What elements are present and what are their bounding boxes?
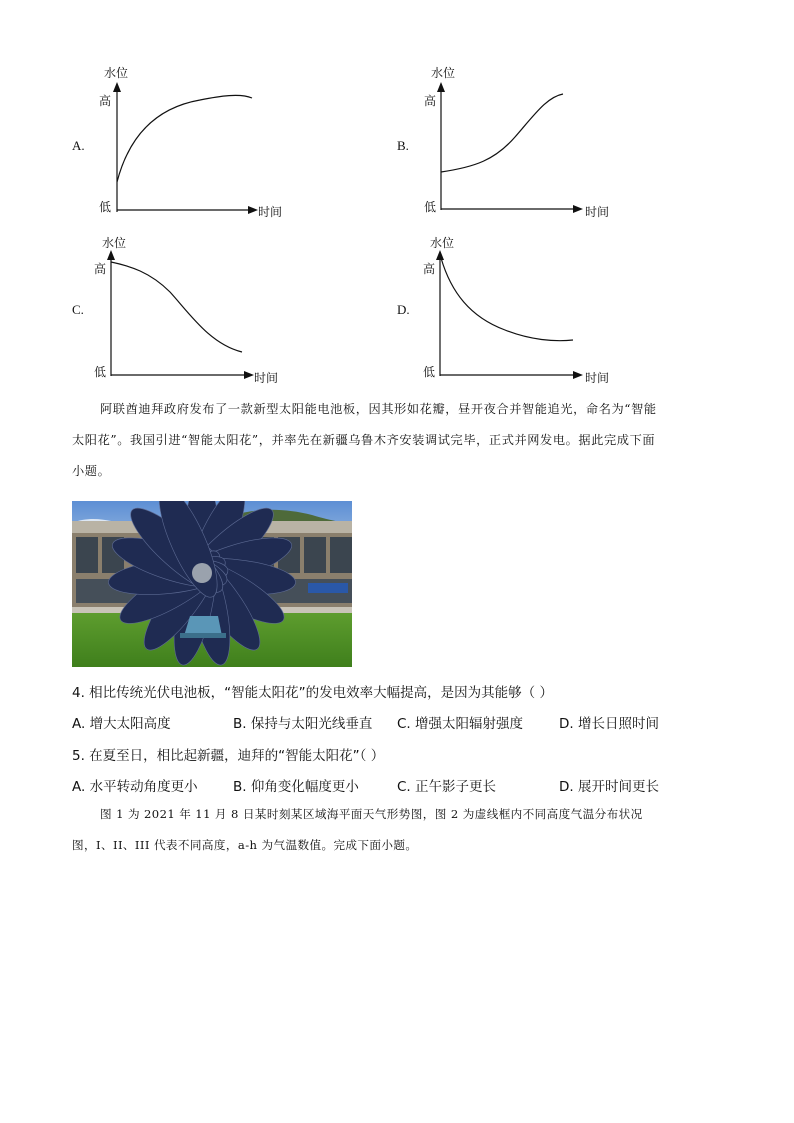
graph-c-plot bbox=[70, 232, 330, 407]
option-label-d: D. bbox=[397, 302, 410, 317]
x-axis-label: 时间 bbox=[585, 371, 610, 385]
option-label-c: C. bbox=[72, 302, 84, 317]
low-label: 低 bbox=[94, 365, 107, 379]
curve-line bbox=[441, 258, 573, 341]
low-label: 低 bbox=[424, 200, 437, 214]
graph-a-plot bbox=[70, 62, 330, 237]
x-axis-arrow bbox=[573, 205, 583, 213]
intro-line-2: 太阳花”。我国引进“智能太阳花”，并率先在新疆乌鲁木齐安装调试完毕，正式并网发电。据此完成下面 bbox=[72, 433, 656, 447]
x-axis-label: 时间 bbox=[585, 205, 610, 219]
curve-line bbox=[117, 95, 252, 182]
y-axis-label: 水位 bbox=[431, 66, 456, 80]
graph-b-plot bbox=[395, 62, 655, 237]
intro-line-3: 小题。 bbox=[72, 464, 111, 478]
option-label-b: B. bbox=[397, 138, 409, 153]
question-5-options bbox=[72, 775, 732, 795]
high-label: 高 bbox=[424, 94, 437, 108]
y-axis-arrow bbox=[107, 250, 115, 260]
x-axis-label: 时间 bbox=[258, 205, 283, 219]
x-axis-arrow bbox=[573, 371, 583, 379]
q5-option-c[interactable]: C. 正午影子更长 bbox=[397, 779, 497, 795]
y-axis-arrow bbox=[436, 250, 444, 260]
y-axis-arrow bbox=[437, 82, 445, 92]
y-axis-arrow bbox=[113, 82, 121, 92]
q4-option-a[interactable]: A. 增大太阳高度 bbox=[72, 716, 171, 732]
q5-option-a[interactable]: A. 水平转动角度更小 bbox=[72, 779, 198, 795]
high-label: 高 bbox=[423, 262, 436, 276]
q5-option-b[interactable]: B. 仰角变化幅度更小 bbox=[233, 779, 359, 795]
q4-option-b[interactable]: B. 保持与太阳光线垂直 bbox=[233, 716, 373, 732]
y-axis-label: 水位 bbox=[104, 66, 129, 80]
question-4-stem: 4. 相比传统光伏电池板，“智能太阳花”的发电效率大幅提高，是因为其能够（ ） bbox=[72, 685, 553, 701]
stand-base bbox=[180, 633, 226, 638]
graph-option-a bbox=[70, 62, 330, 237]
intro-paragraph bbox=[72, 394, 722, 487]
x-axis-arrow bbox=[244, 371, 254, 379]
outro-paragraph bbox=[72, 799, 722, 861]
graph-option-c bbox=[70, 232, 330, 407]
smart-solar-flower-photo bbox=[72, 501, 352, 667]
outro-line-1: 图 1 为 2021 年 11 月 8 日某时刻某区域海平面天气形势图，图 2 为虚线框内不同高度气温分布状况 bbox=[100, 807, 643, 821]
question-4-options bbox=[72, 712, 732, 732]
x-axis-arrow bbox=[248, 206, 258, 214]
high-label: 高 bbox=[99, 94, 112, 108]
curve-line bbox=[441, 94, 563, 172]
option-label-a: A. bbox=[72, 138, 85, 153]
graph-option-b bbox=[395, 62, 655, 237]
intro-line-1: 阿联酋迪拜政府发布了一款新型太阳能电池板，因其形如花瓣，昼开夜合并智能追光，命名为“智能 bbox=[100, 402, 657, 416]
q5-option-d[interactable]: D. 展开时间更长 bbox=[559, 779, 659, 795]
y-axis-label: 水位 bbox=[430, 236, 455, 250]
graph-d-plot bbox=[395, 232, 655, 407]
x-axis-label: 时间 bbox=[254, 371, 279, 385]
high-label: 高 bbox=[94, 262, 107, 276]
low-label: 低 bbox=[423, 365, 436, 379]
question-5-stem: 5. 在夏至日，相比起新疆，迪拜的“智能太阳花”（ ） bbox=[72, 748, 385, 764]
banner bbox=[308, 583, 348, 593]
q4-option-c[interactable]: C. 增强太阳辐射强度 bbox=[397, 716, 524, 732]
graph-option-d bbox=[395, 232, 655, 407]
low-label: 低 bbox=[99, 200, 112, 214]
curve-line bbox=[111, 262, 242, 352]
outro-line-2: 图，I、II、III 代表不同高度，a-h 为气温数值。完成下面小题。 bbox=[72, 838, 418, 852]
q4-option-d[interactable]: D. 增长日照时间 bbox=[559, 716, 659, 732]
y-axis-label: 水位 bbox=[102, 236, 127, 250]
